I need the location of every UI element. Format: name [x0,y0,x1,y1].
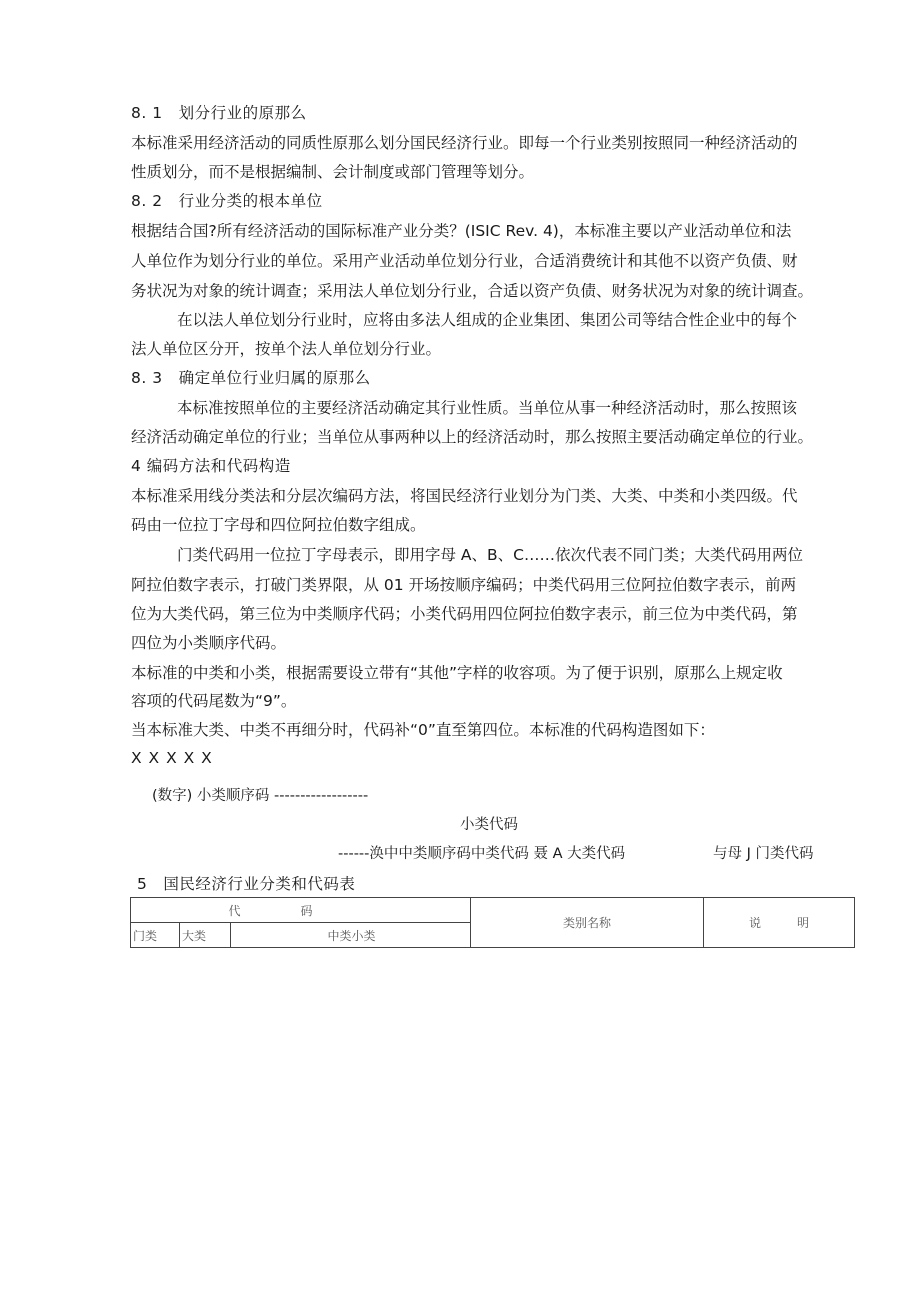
paragraph-line: 人单位作为划分行业的单位。采用产业活动单位划分行业，合适消费统计和其他不以资产负债、财 [131,252,798,270]
paragraph-line: 性质划分，而不是根据编制、会计制度或部门管理等划分。 [131,163,535,181]
paragraph-line: 本标准按照单位的主要经济活动确定其行业性质。当单位从事一种经济活动时，那么按照该 [177,399,798,417]
table-header-division: 大类 [180,923,231,948]
diagram-label-class-codes: ------涣中中类顺序码中类代码 聂 A 大类代码 [338,846,626,862]
paragraph-line: 门类代码用一位拉丁字母表示，即用字母 A、B、C……依次代表不同门类；大类代码用两位 [177,546,803,564]
paragraph-line: 根据结合国?所有经济活动的国际标准产业分类？(ISIC Rev. 4)，本标准主要以产业活动单位和法 [131,222,792,240]
diagram-label-section-code: 与母 J 门类代码 [713,846,814,862]
paragraph-line: 经济活动确定单位的行业；当单位从事两种以上的经济活动时，那么按照主要活动确定单位的行业。 [131,428,814,446]
paragraph-line: 法人单位区分开，按单个法人单位划分行业。 [131,340,442,358]
paragraph-line: 本标准采用经济活动的同质性原那么划分国民经济行业。即每一个行业类别按照同一种经济活动的 [131,134,798,152]
section-heading-5: 5 国民经济行业分类和代码表 [137,875,356,893]
section-heading-8-2: 8. 2 行业分类的根本单位 [131,192,323,210]
paragraph-line: 容项的代码尾数为“9”。 [131,692,297,710]
diagram-label-subclass-seq: (数字) 小类顺序码 ------------------ [152,788,369,804]
paragraph-line: 务状况为对象的统计调查；采用法人单位划分行业，合适以资产负债、财务状况为对象的统计调查。 [131,282,814,300]
paragraph-line: 四位为小类顺序代码。 [131,634,287,652]
table-header-category-name: 类别名称 [471,898,704,948]
paragraph-line: 当本标准大类、中类不再细分时，代码补“0”直至第四位。本标准的代码构造图如下： [131,721,715,739]
table-header-code: 代码 [131,898,471,923]
paragraph-line: 码由一位拉丁字母和四位阿拉伯数字组成。 [131,516,426,534]
paragraph-line: 本标准的中类和小类，根据需要设立带有“其他”字样的收容项。为了便于识别，原那么上规定收 [131,664,783,682]
table-header-group-class: 中类小类 [231,923,471,948]
diagram-label-subclass-code: 小类代码 [460,817,518,833]
paragraph-line: 位为大类代码，第三位为中类顺序代码；小类代码用四位阿拉伯数字表示，前三位为中类代码，第 [131,605,798,623]
paragraph-line: 在以法人单位划分行业时，应将由多法人组成的企业集团、集团公司等结合性企业中的每个 [177,311,798,329]
table-header-description: 说 明 [704,898,855,948]
section-heading-8-3: 8. 3 确定单位行业归属的原那么 [131,369,371,387]
paragraph-line: 本标准采用线分类法和分层次编码方法，将国民经济行业划分为门类、大类、中类和小类四级。代 [131,487,798,505]
table-header-section: 门类 [131,923,180,948]
section-heading-4: 4 编码方法和代码构造 [131,457,291,475]
paragraph-line: 阿拉伯数字表示，打破门类界限，从 01 开场按顺序编码；中类代码用三位阿拉伯数字表示，前两 [131,576,797,594]
classification-code-table [130,897,855,948]
section-heading-8-1: 8. 1 划分行业的原那么 [131,104,307,122]
code-structure-pattern: X X X X X [131,749,213,767]
